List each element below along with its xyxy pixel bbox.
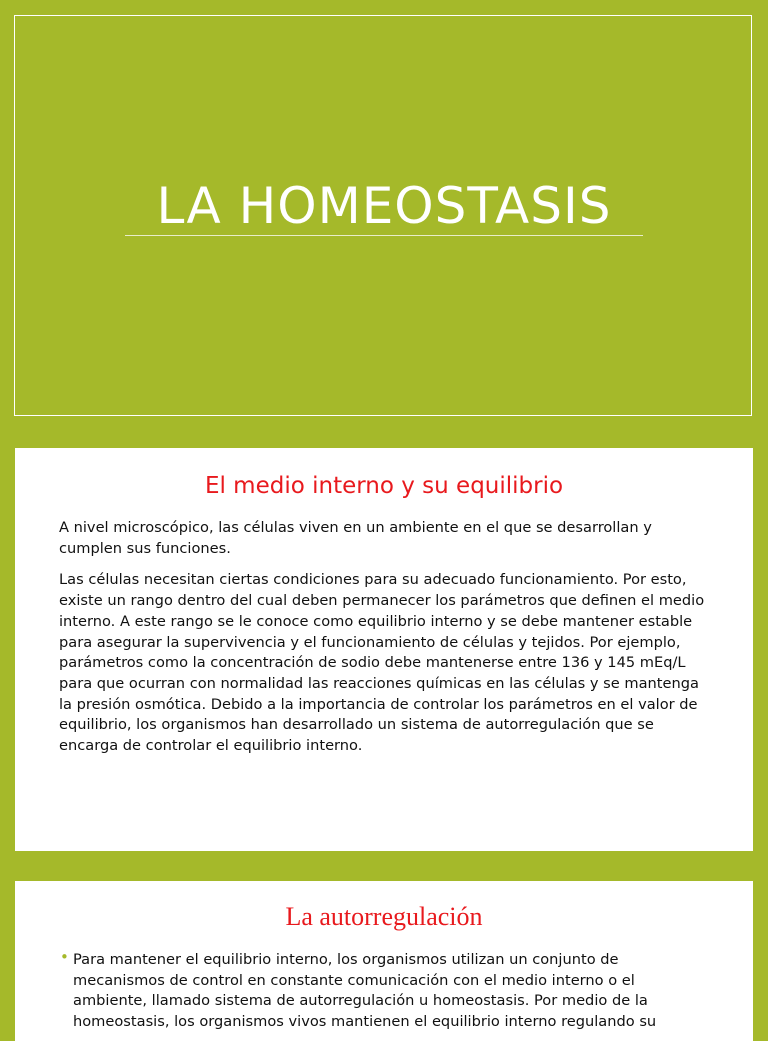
- bullet-icon: •: [60, 948, 69, 966]
- title-slide: [0, 0, 768, 433]
- bullet-item: [60, 948, 703, 1033]
- slide-body: [60, 948, 703, 1033]
- slide-body: [59, 518, 709, 768]
- slide-title: La autorregulación: [285, 902, 483, 931]
- presentation-title: LA HOMEOSTASIS: [156, 177, 612, 235]
- paragraph: Las células necesitan ciertas condiciones para su adecuado funcionamiento. Por esto, existe un rango dentro del cual deben permanecer los parámetros que definen el medio interno. A este rango se le conoce como equilibrio interno y se debe mantener estable para asegurar la supervivencia y el funcionamiento de células y tejidos. Por ejemplo, parámetros como la concentración de sodio debe mantenerse entre 136 y 145 mEq/L para que ocurran con normalidad las reacciones químicas en las células y se mantenga la presión osmótica. Debido a la importancia de controlar los parámetros en el valor de equilibrio, los organismos han desarrollado un sistema de autorregulación que se encarga de controlar el equilibrio interno.: [59, 571, 705, 755]
- paragraph: A nivel microscópico, las células viven en un ambiente en el que se desarrollan y cumplen sus funciones.: [59, 519, 652, 557]
- slide-medio-interno: [15, 448, 753, 851]
- slide-autorregulacion: [15, 881, 753, 1041]
- bullet-text: Para mantener el equilibrio interno, los organismos utilizan un conjunto de mecanismos de control en constante comunicación con el medio interno o el ambiente, llamado sistema de autorregulación u homeostasis. Por medio de la homeostasis, los organismos vivos mantienen el equilibrio interno regulando su: [73, 951, 657, 1031]
- slide-title: El medio interno y su equilibrio: [204, 473, 564, 499]
- title-underline: [125, 235, 643, 236]
